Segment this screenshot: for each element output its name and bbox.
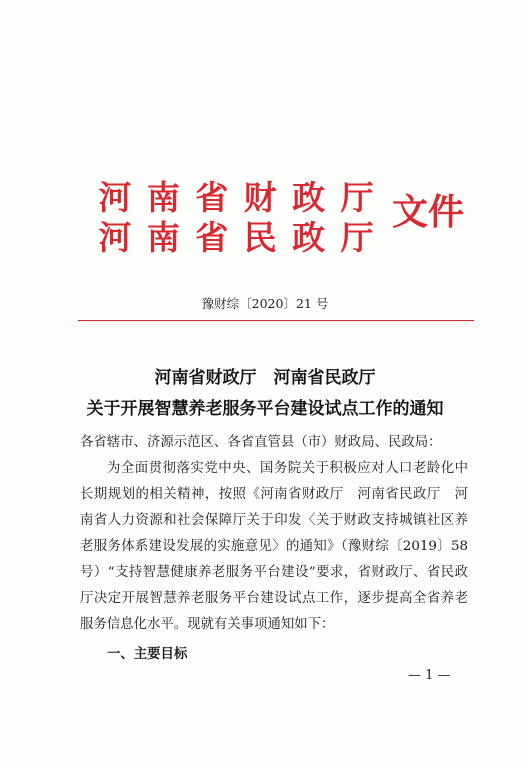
issuer-char: 厅 — [340, 218, 374, 257]
issuer-char: 南 — [146, 218, 180, 257]
issuer-char: 省 — [195, 218, 229, 257]
issuer-char: 南 — [146, 178, 180, 217]
section-heading: 一、主要目标 — [107, 646, 188, 662]
issuer-char: 政 — [292, 218, 326, 257]
issuer-char: 厅 — [340, 178, 374, 217]
body-paragraph: 为全面贯彻落实党中央、国务院关于积极应对人口老龄化中长期规划的相关精神，按照《河南省财政厅 河南省民政厅 河南省人力资源和社会保障厅关于印发〈关于财政支持城镇社区养老服务体系建设发展的实施意见〉的通知》（豫财综〔2019〕58 号）“支持智慧健康养老服务平台建设”要求，省财政厅、省民政厅决定开展智慧养老服务平台建设试点工作，逐步提高全省养老服务信息化水平。现就有关事项通知如下： — [80, 461, 468, 632]
document-title-line2: 关于开展智慧养老服务平台建设试点工作的通知 — [86, 399, 444, 419]
document-title-line1: 河南省财政厅 河南省民政厅 — [154, 368, 376, 388]
issuer-char: 民 — [243, 218, 277, 257]
issuer-char: 河 — [98, 218, 132, 257]
issuing-authorities — [95, 178, 405, 258]
salutation: 各省辖市、济源示范区、各省直管县（市）财政局、民政局： — [80, 435, 442, 450]
document-type-word: 文件 — [392, 191, 465, 233]
issuer-char: 河 — [98, 178, 132, 217]
issuer-char: 政 — [292, 178, 326, 217]
issuer-char: 财 — [243, 178, 277, 217]
page-number: — 1 — — [408, 668, 451, 683]
document-number: 豫财综〔2020〕21 号 — [201, 296, 329, 311]
red-separator-line — [78, 320, 474, 321]
issuer-char: 省 — [195, 178, 229, 217]
issuer-line-finance — [95, 178, 377, 218]
issuer-line-civil-affairs — [95, 218, 377, 258]
